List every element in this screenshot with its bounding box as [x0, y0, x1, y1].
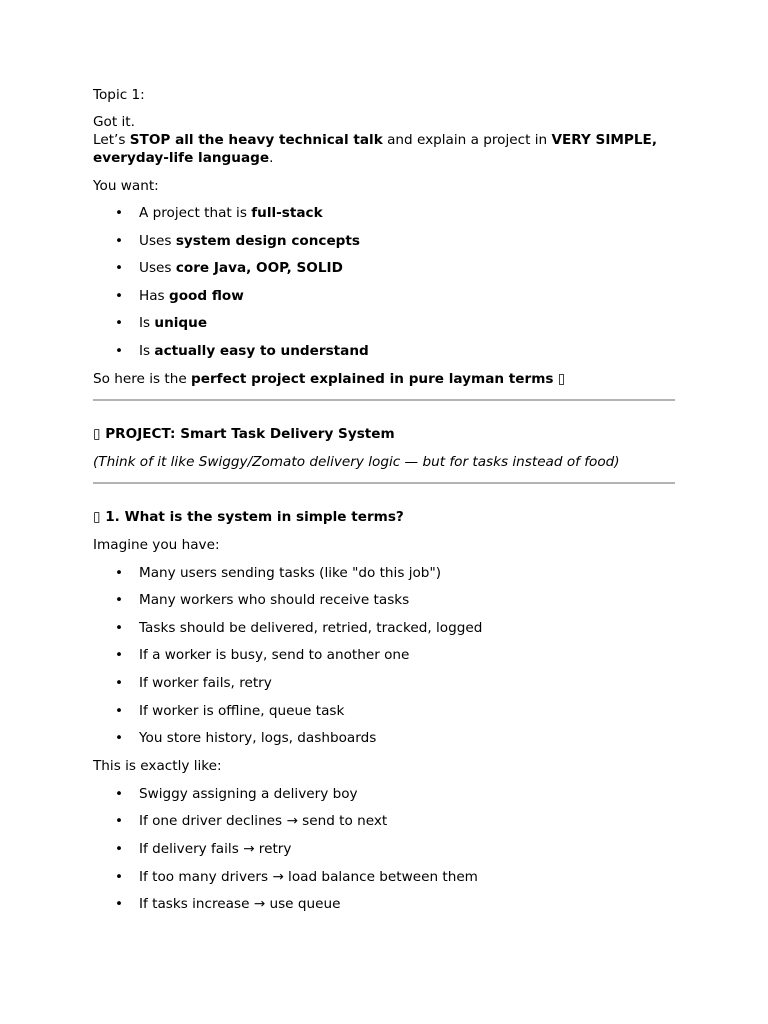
bullet: • [115, 592, 124, 609]
so-here-text: So here is the [93, 370, 192, 387]
list-item-text: If worker is offline, queue task [139, 702, 345, 719]
divider [93, 482, 675, 484]
bullet: • [115, 205, 124, 221]
intro-text-c: . [269, 150, 274, 166]
bullet: • [115, 619, 124, 636]
list-item-text: Has [139, 287, 169, 304]
list-item-bold: good flow [168, 287, 244, 304]
list-item [93, 895, 675, 913]
project-title [93, 425, 675, 443]
list-item-text: Uses [139, 232, 176, 249]
list-item [93, 287, 675, 305]
intro-text-b: and explain a project in [382, 132, 552, 148]
list-item [93, 785, 675, 803]
placeholder-glyph-icon: ▯ [557, 370, 566, 387]
list-item [93, 591, 675, 609]
list-item [93, 314, 675, 332]
bullet: • [115, 896, 124, 913]
bullet: • [115, 674, 124, 691]
list-item-text: If a worker is busy, send to another one [139, 647, 410, 664]
system-list [93, 564, 675, 748]
list-item [93, 204, 675, 222]
bullet: • [115, 840, 124, 857]
list-item-text: If delivery fails → retry [139, 840, 292, 857]
list-item [93, 342, 675, 360]
section-1-title-text: 1. What is the system in simple terms? [105, 508, 404, 525]
bullet: • [115, 232, 124, 249]
list-item [93, 702, 675, 720]
document-page [93, 86, 675, 923]
list-item-text: Tasks should be delivered, retried, tracked, logged [139, 619, 483, 636]
bullet: • [115, 730, 124, 747]
so-here-bold: perfect project explained in pure layman terms [191, 370, 554, 387]
list-item-text: A project that is [139, 205, 252, 221]
bullet: • [115, 868, 124, 885]
list-item [93, 840, 675, 858]
list-item-text: Many workers who should receive tasks [139, 592, 410, 609]
list-item [93, 259, 675, 277]
wants-list [93, 204, 675, 360]
bullet: • [115, 315, 124, 332]
list-item [93, 729, 675, 747]
list-item-bold: unique [154, 315, 208, 332]
intro-text-a: Let’s [93, 132, 130, 148]
list-item-text: Is [139, 315, 155, 332]
imagine-text: Imagine you have: [93, 536, 220, 553]
list-item-text: You store history, logs, dashboards [139, 730, 377, 747]
bullet: • [115, 564, 124, 581]
placeholder-glyph-icon: ▯ [93, 508, 101, 525]
list-item [93, 674, 675, 692]
intro-paragraph [93, 131, 675, 167]
list-item-text: Many users sending tasks (like "do this job") [139, 564, 441, 581]
list-item-bold: system design concepts [175, 232, 360, 249]
bullet: • [115, 785, 124, 802]
topic-heading: Topic 1: [93, 87, 145, 103]
list-item [93, 868, 675, 886]
project-subtitle: (Think of it like Swiggy/Zomato delivery logic — but for tasks instead of food) [93, 453, 620, 470]
intro-bold-a: STOP all the heavy technical talk [129, 132, 383, 148]
project-title-text: PROJECT: Smart Task Delivery System [105, 425, 395, 442]
list-item-bold: actually easy to understand [154, 342, 369, 359]
bullet: • [115, 647, 124, 664]
bullet: • [115, 813, 124, 830]
bullet: • [115, 342, 124, 359]
got-it-text: Got it. [93, 114, 135, 130]
bullet: • [115, 287, 124, 304]
list-item-text: Is [139, 342, 155, 359]
section-1-heading [93, 508, 675, 526]
list-item-text: If too many drivers → load balance between them [139, 868, 478, 885]
list-item [93, 646, 675, 664]
list-item-text: If tasks increase → use queue [139, 896, 341, 913]
list-item [93, 812, 675, 830]
list-item-text: If worker fails, retry [139, 674, 272, 691]
list-item [93, 619, 675, 637]
exactly-like-text: This is exactly like: [93, 757, 222, 774]
list-item [93, 564, 675, 582]
list-item-bold: full-stack [251, 205, 323, 221]
bullet: • [115, 702, 124, 719]
list-item-bold: core Java, OOP, SOLID [175, 260, 343, 277]
bullet: • [115, 260, 124, 277]
intro-bold-b: VERY SIMPLE, everyday-life language [93, 132, 658, 166]
divider [93, 399, 675, 401]
placeholder-glyph-icon: ▯ [93, 425, 101, 442]
list-item-text: If one driver declines → send to next [139, 813, 388, 830]
list-item-text: Swiggy assigning a delivery boy [139, 785, 358, 802]
list-item-text: Uses [139, 260, 176, 277]
you-want-text: You want: [93, 178, 159, 194]
analogy-list [93, 785, 675, 913]
list-item [93, 232, 675, 250]
so-here-paragraph [93, 370, 675, 388]
